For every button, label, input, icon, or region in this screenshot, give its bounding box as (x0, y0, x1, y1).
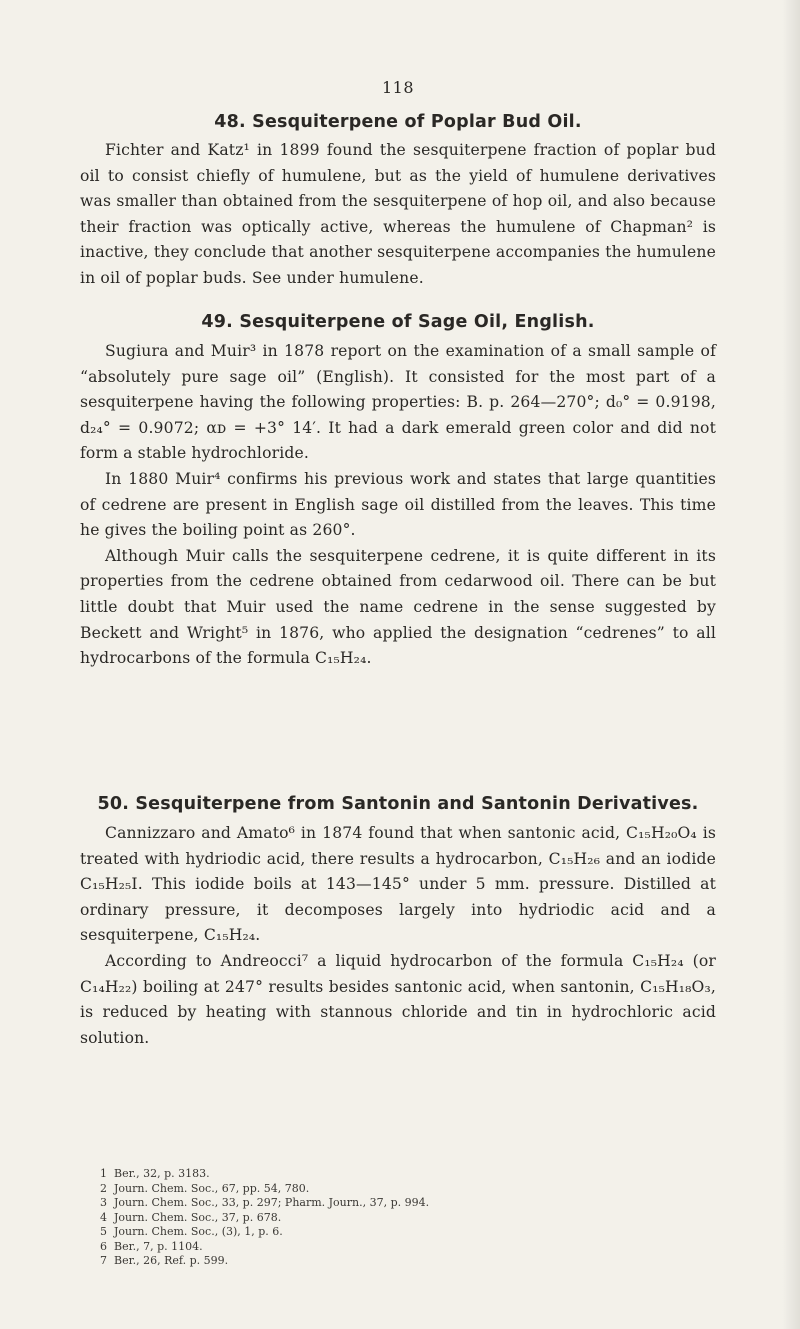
section-heading: 48. Sesquiterpene of Poplar Bud Oil. (214, 112, 582, 132)
footnote: 7 Ber., 26, Ref. p. 599. (100, 1254, 229, 1267)
paragraph: In 1880 Muir⁴ confirms his previous work and states that large quantities of cedrene are present in English sage oil distilled from the leaves. This time he gives the boiling point as 260°. (80, 469, 716, 540)
footnote: 5 Journ. Chem. Soc., (3), 1, p. 6. (100, 1225, 283, 1238)
section-49 (80, 310, 716, 672)
page-edge-shadow (782, 0, 800, 1329)
footnote: 4 Journ. Chem. Soc., 37, p. 678. (100, 1210, 282, 1224)
page-number: 118 (381, 78, 415, 97)
paragraph: Fichter and Katz¹ in 1899 found the sesquiterpene fraction of poplar bud oil to consist chiefly of humulene, but as the yield of humulene derivatives was smaller than obtained from the sesquiterpene of hop oil, and also because their fraction was optically active, whereas the humulene of Chapman² is inactive, they conclude that another sesquiterpene accompanies the humulene in oil of poplar buds. See under humulene. (80, 141, 716, 287)
paragraph: Sugiura and Muir³ in 1878 report on the examination of a small sample of “absolutely pure sage oil” (English). It consisted for the most part of a sesquiterpene having the following properties: B. p. 264—270°; d₀° = 0.9198, d₂₄° = 0.9072; αᴅ = +3° 14′. It had a dark emerald green color and did not form a stable hydrochloride. (80, 342, 716, 463)
paragraph: Cannizzaro and Amato⁶ in 1874 found that when santonic acid, C₁₅H₂₀O₄ is treated with hydriodic acid, there results a hydrocarbon, C₁₅H₂₆ and an iodide C₁₅H₂₅I. This iodide boils at 143—145° under 5 mm. pressure. Distilled at ordinary pressure, it decomposes largely into hydriodic acid and a sesquiterpene, C₁₅H₂₄. (80, 824, 716, 945)
footnotes (100, 1167, 720, 1269)
section-heading: 50. Sesquiterpene from Santonin and Santonin Derivatives. (97, 794, 699, 814)
section-48 (80, 110, 716, 292)
paragraph: Although Muir calls the sesquiterpene cedrene, it is quite different in its properties from the cedrene obtained from cedarwood oil. There can be but little doubt that Muir used the name cedrene in the sense suggested by Beckett and Wright⁵ in 1876, who applied the designation “cedrenes” to all hydrocarbons of the formula C₁₅H₂₄. (80, 546, 716, 668)
footnote: 2 Journ. Chem. Soc., 67, pp. 54, 780. (100, 1181, 310, 1195)
section-heading: 49. Sesquiterpene of Sage Oil, English. (201, 312, 595, 332)
section-50 (80, 792, 716, 1051)
footnote: 1 Ber., 32, p. 3183. (100, 1167, 210, 1180)
paragraph: According to Andreocci⁷ a liquid hydrocarbon of the formula C₁₅H₂₄ (or C₁₄H₂₂) boiling at 247° results besides santonic acid, when santonin, C₁₅H₁₈O₃, is reduced by heating with stannous chloride and tin in hydrochloric acid solution. (80, 951, 716, 1047)
footnote: 6 Ber., 7, p. 1104. (100, 1239, 203, 1253)
footnote: 3 Journ. Chem. Soc., 33, p. 297; Pharm. Journ., 37, p. 994. (100, 1196, 430, 1209)
